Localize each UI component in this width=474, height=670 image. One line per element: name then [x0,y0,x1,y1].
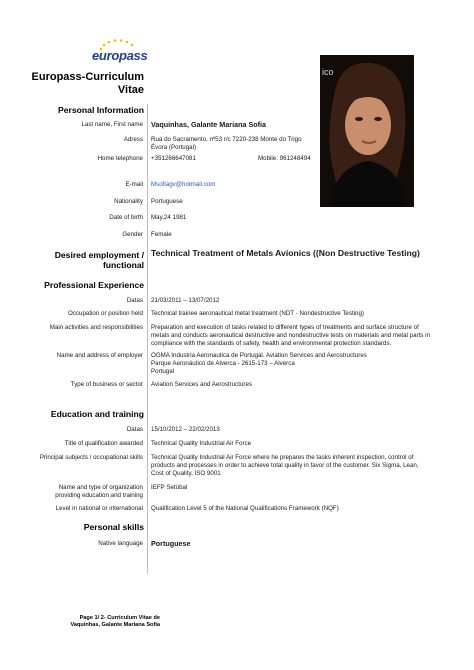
value-activities-line-2: metals and conducts aeronautical destructive and nondestructive tests on materials and metal parts in [151,332,430,339]
label-gender: Gender [122,231,143,238]
value-subjects-line-2: products and processes in order to achieve total quality in favor of the customer. Six Sigma, Lean, [151,462,419,469]
value-business: Aviation Services and Aerostructures [151,381,252,388]
value-exp-dates: 21/03/2011 – 13/07/2012 [151,297,220,304]
label-activities: Main activities and responsibilities [49,324,143,331]
label-nationality: Nationality [114,198,143,205]
value-nationality: Portuguese [151,198,183,205]
value-employer-line-1: OGMA Industria Aeronautica de Portugal. Aviation Services and Aerostructures [151,352,367,359]
label-level: Level in national or international [55,505,143,512]
label-business: Type of business or sector [70,381,143,388]
label-exp-dates: Datas [126,297,143,304]
label-edu-dates: Datas [126,426,143,433]
value-level: Qualification Level 5 of the National Qualifications Framework (NQF) [151,505,339,512]
label-organization-line-2: providing education and training [55,492,143,499]
value-qualification: Technical Quality Industrial Air Force [151,440,252,447]
value-employer-line-2: Parque Aeronáutico de Alverca - 2615-173 – Alverca [151,360,295,367]
label-employer: Name and address of employer [56,352,143,359]
section-professional-experience: Professional Experience [44,280,144,290]
value-address-line-1: Rua do Sacramento, nº53 r/c 7220-238 Monte do Trigo [151,136,302,143]
europass-logo-text: europass [92,48,148,63]
value-date-of-birth: May,24 1981 [151,214,187,221]
label-organization [3,484,143,500]
value-occupation: Technical trainee aeronautical metal treatment (NDT - Nondestructive Testing) [151,310,364,317]
label-organization-line-1: Name and type of organization [58,484,143,491]
label-native-language: Native language [98,540,143,547]
value-desired-employment: Technical Treatment of Metals Avionics ((Non Destructive Testing) [151,248,420,258]
footer-line-1: Page 1/ 2- Curriculum Vitae de [79,615,160,621]
value-activities-line-1: Preparation and execution of tasks related to different types of treatments and surface structure of [151,324,419,331]
value-email[interactable]: Msofiagv@hotmail.com [151,181,216,188]
svg-text:ico: ico [322,67,334,77]
section-personal-skills: Personal skills [83,522,144,532]
value-mobile: Mobile: 961248494 [258,155,311,162]
value-gender: Female [151,231,172,238]
label-name: Last name, First name [81,121,143,128]
value-phone: +351266647081 [151,155,196,162]
label-qualification: Title of qualification awarded [64,440,143,447]
value-subjects-line-1: Technical Quality Industrial Air Force where he prepares the tasks inherent inspection, control of [151,454,414,461]
value-name: Vaquinhas, Galante Mariana Sofia [151,120,267,129]
desired-label-line-2: functional [102,260,144,270]
label-email: E-mail [125,181,143,188]
section-desired-employment [4,250,144,270]
label-occupation: Occupation or position held [68,310,143,317]
value-native-language: Portuguese [151,539,191,548]
document-title: Europass-Curriculum Vitae [31,71,144,96]
section-education-training: Education and training [50,409,144,419]
footer-line-2: Vaquinhas, Galante Mariana Sofia [70,622,160,628]
label-address: Adress [123,136,143,143]
page-footer [30,615,160,629]
value-organization: IEFP Setúbal [151,484,188,491]
label-subjects: Principal subjects / occupational skills [39,454,143,461]
value-activities-line-3: compliance with the standards of safety, health and environmental protection standards. [151,340,392,347]
label-date-of-birth: Date of birth [109,214,143,221]
value-employer-line-3: Portugal [151,368,175,375]
value-address-line-2: Évora (Portugal) [151,144,197,151]
desired-label-line-1: Desired employment / [54,250,144,260]
column-divider [147,104,148,574]
value-subjects-line-3: Cost of Quality, ISO 9001 [151,470,221,477]
value-edu-dates: 15/10/2012 – 22/02/2013 [151,426,220,433]
section-personal-information: Personal Information [58,105,144,115]
label-phone: Home telephone [97,155,143,162]
